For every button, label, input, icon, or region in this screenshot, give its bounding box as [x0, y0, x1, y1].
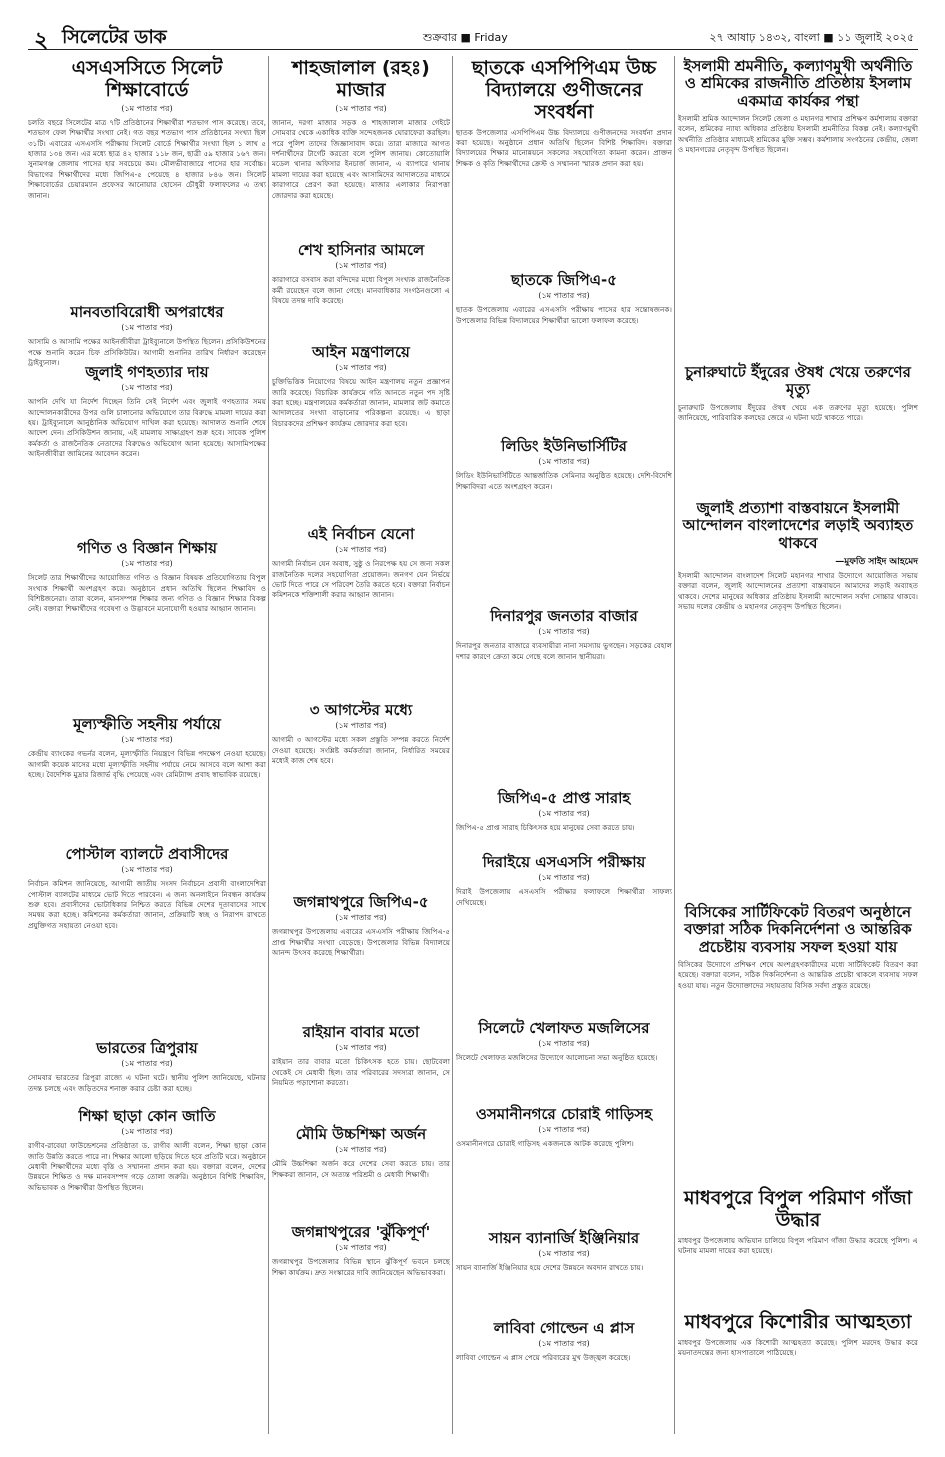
story-body: লাবিবা গোল্ডেন এ প্লাস পেয়ে পরিবারের মুখ উজ্জ্বল করেছে। [456, 1353, 631, 1363]
story-body: ইসলামী শ্রমিক আন্দোলন সিলেট জেলা ও মহানগর শাখার প্রশিক্ষণ কর্মশালায় বক্তারা বলেন, শ্রমিকের ন্যায্য অধিকার প্রতিষ্ঠায় ইসলামী শ্রমনীতির বিকল্প নেই। কল্যাণমুখী অর্থনীতি প্রতিষ্ঠার মাধ্যমেই শ্রমিকের মুক্তি সম্ভব। কর্মশালায় সংগঠনের কেন্দ্রীয়, জেলা ও মহানগরের নেতৃবৃন্দ উপস্থিত ছিলেন। [678, 113, 918, 154]
continued-label: (১ম পাতার পর) [335, 363, 387, 373]
story-body: ছাতক উপজেলায় এবারের এসএসসি পরীক্ষায় পাসের হার সন্তোষজনক। উপজেলার বিভিন্ন বিদ্যালয়ের শিক্ষার্থীরা ভালো ফলাফল করেছে। [456, 305, 672, 325]
story-body: জানান, দরগা মাজার সড়ক ও শাহজালাল মাজার গেইটে সোমবার থেকে একাধিক ব্যক্তি সন্দেহজনক ঘোরাফেরা করছিল। পরে পুলিশ তাদের জিজ্ঞাসাবাদ করে। তারা মাজারে আগত দর্শনার্থীদের টার্গেট করতো বলে পুলিশ জানায়। কোতোয়ালি মডেল থানার অফিসার ইনচার্জ জানান, এ ব্যাপারে থানায় মামলা দায়ের করা হয়েছে এবং আসামিদের আদালতের মাধ্যমে কারাগারে প্রেরণ করা হয়েছে। মাজার এলাকার নিরাপত্তা জোরদার করা হয়েছে। [272, 117, 450, 200]
continued-label: (১ম পাতার পর) [121, 865, 173, 875]
headline: মানবতাবিরোধী অপরাধের [70, 303, 224, 321]
story-ssc-sylhet [28, 58, 266, 298]
continued-label: (১ম পাতার পর) [335, 913, 387, 923]
headline: ছাতকে এসপিপিএম উচ্চ বিদ্যালয়ে গুণীজনের সংবর্ধনা [471, 57, 657, 123]
headline: এসএসসিতে সিলেট শিক্ষাবোর্ডে [71, 57, 223, 101]
story-hasina-era [272, 242, 450, 338]
story-body: মাধবপুর উপজেলায় এক কিশোরী আত্মহত্যা করেছে। পুলিশ মরদেহ উদ্ধার করে ময়নাতদন্তের জন্য হাসপাতালে পাঠিয়েছে। [678, 1337, 918, 1358]
headline: শেখ হাসিনার আমলে [297, 241, 425, 259]
headline: ইসলামী শ্রমনীতি, কল্যাণমুখী অর্থনীতি ও শ্রমিকের রাজনীতি প্রতিষ্ঠায় ইসলাম একমাত্র কার্যকর পন্থা [683, 57, 913, 110]
headline: দিনারপুর জনতার বাজার [490, 607, 638, 625]
story-body: ইসলামী আন্দোলন বাংলাদেশ সিলেট মহানগর শাখার উদ্যোগে আয়োজিত সভায় বক্তারা বলেন, জুলাই আন্দোলনের প্রত্যাশা বাস্তবায়নে আমাদের লড়াই অব্যাহত থাকবে। দেশের মানুষের অধিকার প্রতিষ্ঠায় ইসলামী আন্দোলন সর্বদা সোচ্চার থাকবে। সভায় দলের কেন্দ্রীয় ও মহানগর নেতৃবৃন্দ উপস্থিত ছিলেন। [678, 570, 918, 611]
story-derai-ssc [456, 854, 672, 1014]
story-body: বিসিকের উদ্যোগে প্রশিক্ষণ শেষে অংশগ্রহণকারীদের মধ্যে সার্টিফিকেট বিতরণ করা হয়েছে। বক্তারা বলেন, সঠিক দিকনির্দেশনা ও আন্তরিক প্রচেষ্টা থাকলে ব্যবসায় সফল হওয়া যায়। নতুন উদ্যোক্তাদের সহায়তায় বিসিক সর্বদা প্রস্তুত রয়েছে। [678, 959, 918, 990]
masthead [28, 22, 918, 53]
headline: বিসিকের সার্টিফিকেট বিতরণ অনুষ্ঠানে বক্তারা সঠিক দিকনির্দেশনা ও আন্তরিক প্রচেষ্টায় ব্যবসায় সফল হওয়া যায় [684, 903, 912, 956]
story-dinarpur-bazar [456, 608, 672, 784]
headline: দিরাইয়ে এসএসসি পরীক্ষায় [482, 853, 646, 871]
story-body: ওসমানীনগরে চোরাই গাড়িসহ একজনকে আটক করেছে পুলিশ। [456, 1139, 634, 1149]
story-chunarughat [678, 364, 918, 494]
continued-label: (১ম পাতার পর) [538, 457, 590, 467]
headline: মূল্যস্ফীতি সহনীয় পর্যায়ে [73, 715, 221, 733]
continued-label: (১ম পাতার পর) [538, 873, 590, 883]
story-body: জগন্নাথপুর উপজেলার বিভিন্ন স্থানে ঝুঁকিপূর্ণ ভবনে চলছে শিক্ষা কার্যক্রম। দ্রুত সংস্কারের দাবি জানিয়েছেন অভিভাবকরা। [272, 1257, 450, 1277]
continued-label: (১ম পাতার পর) [335, 545, 387, 555]
story-body: চুক্তিভিত্তিক নিয়োগের বিষয়ে আইন মন্ত্রণালয় নতুন প্রজ্ঞাপন জারি করেছে। বিচারিক কার্যক্রমে গতি আনতে নতুন পদ সৃষ্টি করা হচ্ছে। মন্ত্রণালয়ের কর্মকর্তারা জানান, মামলার জট কমাতে আদালতের সংখ্যা বাড়ানোর পরিকল্পনা রয়েছে। এ ছাড়া বিচারকদের প্রশিক্ষণ কার্যক্রম জোরদার করা হবে। [272, 377, 450, 428]
continued-label: (১ম পাতার পর) [121, 1127, 173, 1137]
headline: সায়ন ব্যানার্জি ইঞ্জিনিয়ার [488, 1229, 640, 1247]
story-tripura [28, 1040, 266, 1102]
story-body: জগন্নাথপুর উপজেলায় এবারের এসএসসি পরীক্ষায় জিপিএ-৫ প্রাপ্ত শিক্ষার্থীর সংখ্যা বেড়েছে। উপজেলার বিভিন্ন বিদ্যালয়ে আনন্দ উৎসব করেছে শিক্ষার্থীরা। [272, 927, 450, 958]
story-body: ছাতক উপজেলার এসপিপিএম উচ্চ বিদ্যালয়ে গুণীজনদের সংবর্ধনা প্রদান করা হয়েছে। অনুষ্ঠানে প্রধান অতিথি ছিলেন বিশিষ্ট শিক্ষাবিদ। বক্তারা বিদ্যালয়ের শিক্ষার মানোন্নয়নে সকলের সহযোগিতা কামনা করেন। প্রাক্তন শিক্ষক ও কৃতি শিক্ষার্থীদের ক্রেস্ট ও সম্মাননা স্মারক প্রদান করা হয়। [456, 127, 672, 168]
story-body: জিপিএ-৫ প্রাপ্ত সারাহ চিকিৎসক হয়ে মানুষের সেবা করতে চায়। [456, 823, 635, 833]
story-war-crimes [28, 303, 266, 368]
story-math-science [28, 540, 266, 710]
story-labiba [456, 1320, 672, 1434]
continued-label: (১ম পাতার পর) [335, 721, 387, 731]
story-body: সায়ন ব্যানার্জি ইঞ্জিনিয়ার হয়ে দেশের উন্নয়নে অবদান রাখতে চায়। [456, 1263, 644, 1273]
continued-label: (১ম পাতার পর) [538, 291, 590, 301]
story-body: কেন্দ্রীয় ব্যাংকের গভর্নর বলেন, মূল্যস্ফীতি নিয়ন্ত্রণে বিভিন্ন পদক্ষেপ নেওয়া হয়েছে। আগামী কয়েক মাসের মধ্যে মূল্যস্ফীতি সহনীয় পর্যায়ে নেমে আসবে বলে আশা করা হচ্ছে। বৈদেশিক মুদ্রার রিজার্ভ বৃদ্ধি পেয়েছে এবং রেমিট্যান্স প্রবাহ স্বাভাবিক রয়েছে। [28, 749, 266, 780]
story-body: দিরাই উপজেলায় এসএসসি পরীক্ষার ফলাফলে শিক্ষার্থীরা সাফল্য দেখিয়েছে। [456, 887, 672, 907]
headline: মাধবপুরে বিপুল পরিমাণ গাঁজা উদ্ধার [684, 1187, 912, 1231]
headline: রাইয়ান বাবার মতো [302, 1023, 420, 1041]
story-body: আগামী নির্বাচন যেন অবাধ, সুষ্ঠু ও নিরপেক্ষ হয় সে জন্য সকল রাজনৈতিক দলের সহযোগিতা প্রয়োজন। জনগণ যেন নির্ভয়ে ভোট দিতে পারে সে পরিবেশ তৈরি করতে হবে। বক্তারা নির্বাচন কমিশনকে শক্তিশালী করার আহ্বান জানান। [272, 559, 450, 600]
story-body: লিডিং ইউনিভার্সিটিতে আন্তর্জাতিক সেমিনার অনুষ্ঠিত হয়েছে। দেশি-বিদেশি শিক্ষাবিদরা এতে অংশগ্রহণ করেন। [456, 471, 672, 491]
story-body: দিনারপুর জনতার বাজারে ব্যবসায়ীরা নানা সমস্যায় ভুগছেন। সড়কের বেহাল দশার কারণে ক্রেতা কমে গেছে বলে জানান স্থানীয়রা। [456, 641, 672, 661]
story-body: রাইয়ান তার বাবার মতো চিকিৎসক হতে চায়। ছোটবেলা থেকেই সে মেধাবী ছিল। তার পরিবারের সদস্যরা জানান, সে নিয়মিত পড়াশোনা করতো। [272, 1057, 450, 1088]
headline: জগন্নাথপুরে জিপিএ-৫ [293, 893, 429, 911]
day-label: শুক্রবার ■ Friday [423, 31, 508, 44]
story-body: রাগীব-রাবেয়া ফাউন্ডেশনের প্রতিষ্ঠাতা ড. রাগীব আলী বলেন, শিক্ষা ছাড়া কোন জাতি উন্নতি করতে পারে না। শিক্ষার আলো ছড়িয়ে দিতে হবে প্রতিটি ঘরে। অনুষ্ঠানে মেধাবী শিক্ষার্থীদের মধ্যে বৃত্তি ও সম্মাননা প্রদান করা হয়। বক্তারা বলেন, দেশের উন্নয়নে শিক্ষিত ও দক্ষ মানবসম্পদ গড়ে তোলা জরুরি। অনুষ্ঠানে বিশিষ্ট শিক্ষাবিদ, অভিভাবক ও শিক্ষার্থীরা উপস্থিত ছিলেন। [28, 1141, 266, 1192]
story-sarah-gpa [456, 790, 672, 848]
story-jagannathpur-risky [272, 1224, 450, 1434]
story-body: সিলেট তার শিক্ষার্থীদের আয়োজিত গণিত ও বিজ্ঞান বিষয়ক প্রতিযোগিতায় বিপুল সংখ্যক শিক্ষার্থী অংশগ্রহণ করে। অনুষ্ঠানে প্রধান অতিথি ছিলেন শিক্ষাবিদ ও বিশিষ্টজনেরা। তারা বলেন, মানসম্পন্ন শিক্ষার জন্য গণিত ও বিজ্ঞান শিক্ষার বিকল্প নেই। বক্তারা শিক্ষার্থীদের গবেষণা ও উদ্ভাবনে মনোযোগী হওয়ার আহ্বান জানান। [28, 573, 266, 614]
continued-label: (১ম পাতার পর) [538, 1339, 590, 1349]
continued-label: (১ম পাতার পর) [335, 1043, 387, 1053]
story-law-ministry [272, 344, 450, 520]
headline: পোস্টাল ব্যালটে প্রবাসীদের [65, 845, 229, 863]
continued-label: (১ম পাতার পর) [538, 809, 590, 819]
story-body: আগামী ৩ আগস্টের মধ্যে সকল প্রস্তুতি সম্পন্ন করতে নির্দেশ দেওয়া হয়েছে। সংশ্লিষ্ট কর্মকর্তারা জানান, নির্ধারিত সময়ের মধ্যেই কাজ শেষ হবে। [272, 735, 450, 766]
continued-label: (১ম পাতার পর) [121, 323, 173, 333]
newspaper-logo: সিলেটের ডাক [62, 26, 167, 48]
headline: চুনারুঘাটে ইঁদুরের ঔষধ খেয়ে তরুণের মৃত্যু [685, 363, 911, 399]
story-body: আপনি দেখি যা নির্দেশ দিচ্ছেন তিনি সেই নির্দেশ এবং জুলাই গণহত্যার সময় আন্দোলনকারীদের উপর গুলি চালানোর অভিযোগে তার বিরুদ্ধে মামলা দায়ের করা হয়। ট্রাইব্যুনালে আনুষ্ঠানিক অভিযোগ দাখিল করা হয়েছে। আদালত শুনানি শেষে আদেশ দেন। প্রসিকিউশন জানায়, এই মামলায় সাক্ষ্যগ্রহণ শুরু হবে। সাবেক পুলিশ কর্মকর্তা ও রাজনৈতিক নেতাদের বিরুদ্ধেও অভিযোগ আনা হয়েছে। আসামিপক্ষের আইনজীবীরা জামিনের আবেদন করেন। [28, 397, 266, 459]
continued-label: (১ম পাতার পর) [121, 383, 173, 393]
story-body: নির্বাচন কমিশন জানিয়েছে, আগামী জাতীয় সংসদ নির্বাচনে প্রবাসী বাংলাদেশিরা পোস্টাল ব্যালটের মাধ্যমে ভোট দিতে পারবেন। এ জন্য অনলাইনে নিবন্ধন কার্যক্রম শুরু হবে। প্রবাসীদের ভোটাধিকার নিশ্চিত করতে বিভিন্ন দেশের দূতাবাসের সাথে সমন্বয় করা হচ্ছে। কমিশনের কর্মকর্তারা জানান, প্রক্রিয়াটি স্বচ্ছ ও নিরাপদ রাখতে প্রযুক্তিগত সহায়তা নেওয়া হবে। [28, 879, 266, 930]
headline: শাহজালাল (রহঃ) মাজার [292, 57, 430, 101]
headline: লাবিবা গোল্ডেন এ প্লাস [493, 1319, 635, 1337]
byline: —মুফতি সাইদ আহমেদ [835, 556, 918, 567]
story-islami-andolon [678, 500, 918, 898]
headline: জিপিএ-৫ প্রাপ্ত সারাহ [497, 789, 631, 807]
story-chhatak-gpa [456, 272, 672, 432]
column-rule [674, 56, 675, 1434]
story-raiyan [272, 1024, 450, 1120]
story-postal-ballot [28, 846, 266, 1034]
column-rule [452, 56, 453, 1434]
headline: লিডিং ইউনিভার্সিটির [501, 437, 627, 455]
story-body: মৌমি উচ্চশিক্ষা অর্জন করে দেশের সেবা করতে চায়। তার শিক্ষকরা জানান, সে অত্যন্ত পরিশ্রমী ও মেধাবী শিক্ষার্থী। [272, 1159, 450, 1179]
story-body: চলতি বছরে সিলেটের মাত্র ৭টি প্রতিষ্ঠানের শিক্ষার্থীরা শতভাগ পাস করেছে। তবে, শতভাগ ফেল শিক্ষার্থীর সংখ্যা নেই। গত বছর শতভাগ পাস প্রতিষ্ঠানের সংখ্যা ছিল ৩১টি। এবারের এসএসসি পরীক্ষায় সিলেট বোর্ডে শিক্ষার্থীর সংখ্যা ছিল ১ লাখ ৫ হাজার ১৩৪ জন। এর মধ্যে ছাত্র ৪২ হাজার ১১৮ জন, ছাত্রী ৫৯ হাজার ১৬৭ জন। সুনামগঞ্জ জেলায় পাসের হার সবচেয়ে কম। মৌলভীবাজারে পাসের হার সর্বোচ্চ। বিভাগের শিক্ষার্থীদের মধ্যে জিপিএ-৫ পেয়েছে ৪ হাজার ৮৪৬ জন। সিলেট শিক্ষাবোর্ডের চেয়ারম্যান প্রফেসর আনোয়ার হোসেন চৌধুরী ফলাফলের এ তথ্য জানান। [28, 117, 266, 200]
story-election [272, 526, 450, 696]
headline: আইন মন্ত্রণালয়ে [312, 343, 410, 361]
headline: মৌমি উচ্চশিক্ষা অর্জন [295, 1125, 427, 1143]
continued-label: (১ম পাতার পর) [121, 735, 173, 745]
story-sayan [456, 1230, 672, 1314]
continued-label: (১ম পাতার পর) [335, 261, 387, 271]
continued-label: (১ম পাতার পর) [335, 1145, 387, 1155]
story-july-massacre [28, 364, 266, 534]
story-leading-university [456, 438, 672, 602]
story-khelafat [456, 1020, 672, 1100]
headline: ৩ আগস্টের মধ্যে [309, 701, 413, 719]
continued-label: (১ম পাতার পর) [121, 103, 173, 113]
story-shahjalal-mazar [272, 58, 450, 236]
continued-label: (১ম পাতার পর) [335, 1243, 387, 1253]
story-islamic-labour [678, 58, 918, 358]
headline: জুলাই প্রত্যাশা বাস্তবায়নে ইসলামী আন্দোলন বাংলাদেশের লড়াই অব্যাহত থাকবে [682, 499, 914, 552]
story-body: মাধবপুর উপজেলায় অভিযান চালিয়ে বিপুল পরিমাণ গাঁজা উদ্ধার করেছে পুলিশ। এ ঘটনায় মামলা দায়ের করা হয়েছে। [678, 1235, 918, 1256]
story-body: আসামি ও আসামি পক্ষের আইনজীবীরা ট্রাইব্যুনালে উপস্থিত ছিলেন। প্রসিকিউশনের পক্ষে শুনানি করেন চিফ প্রসিকিউটর। আগামী শুনানির তারিখ নির্ধারণ করেছেন ট্রাইব্যুনাল। [28, 337, 266, 368]
headline: গণিত ও বিজ্ঞান শিক্ষায় [77, 539, 217, 557]
story-osmaninagar [456, 1106, 672, 1224]
story-chhatak-school [456, 58, 672, 266]
headline: ওসমানীনগরে চোরাই গাড়িসহ [475, 1105, 653, 1123]
headline: জগন্নাথপুরের 'ঝুঁকিপূর্ণ' [291, 1223, 431, 1241]
story-body: কারাগারে বসবাস করা বন্দিদের মধ্যে বিপুল সংখ্যক রাজনৈতিক কর্মী রয়েছেন বলে জানা গেছে। মানবাধিকার সংগঠনগুলো এ বিষয়ে তদন্ত দাবি করেছে। [272, 275, 450, 306]
story-body: সোমবার ভারতের ত্রিপুরা রাজ্যে এ ঘটনা ঘটে। স্থানীয় পুলিশ জানিয়েছে, ঘটনার তদন্ত চলছে এবং জড়িতদের শনাক্ত করার চেষ্টা করা হচ্ছে। [28, 1073, 266, 1093]
story-august-3 [272, 702, 450, 888]
continued-label: (১ম পাতার পর) [538, 1039, 590, 1049]
headline: সিলেটে খেলাফত মজলিসের [478, 1019, 650, 1037]
story-moumi [272, 1126, 450, 1218]
headline: মাধবপুরে কিশোরীর আত্মহত্যা [684, 1311, 912, 1333]
headline: এই নির্বাচন যেনো [307, 525, 415, 543]
headline: ছাতকে জিপিএ-৫ [511, 271, 617, 289]
headline: জুলাই গণহত্যার দায় [85, 363, 209, 381]
continued-label: (১ম পাতার পর) [538, 1125, 590, 1135]
headline: ভারতের ত্রিপুরায় [96, 1039, 198, 1057]
continued-label: (১ম পাতার পর) [121, 1059, 173, 1069]
story-bscic [678, 904, 918, 1182]
story-education-nation [28, 1108, 266, 1434]
continued-label: (১ম পাতার পর) [121, 559, 173, 569]
story-inflation [28, 716, 266, 840]
story-jagannathpur-gpa [272, 894, 450, 1018]
continued-label: (১ম পাতার পর) [335, 103, 387, 113]
story-body: সিলেটে খেলাফত মজলিসের উদ্যোগে আলোচনা সভা অনুষ্ঠিত হয়েছে। [456, 1053, 658, 1063]
continued-label: (১ম পাতার পর) [538, 1249, 590, 1259]
column-rule [268, 56, 269, 1434]
story-madhabpur-suicide [678, 1312, 918, 1434]
continued-label: (১ম পাতার পর) [538, 627, 590, 637]
page-number: ২ [34, 28, 49, 53]
headline: শিক্ষা ছাড়া কোন জাতি [78, 1107, 216, 1125]
story-madhabpur-ganja [678, 1188, 918, 1306]
story-body: চুনারুঘাট উপজেলায় ইঁদুরের ঔষধ খেয়ে এক তরুণের মৃত্যু হয়েছে। পুলিশ জানিয়েছে, পারিবারিক কলহের জেরে এ ঘটনা ঘটে থাকতে পারে। [678, 402, 918, 422]
date-label: ২৭ আষাঢ় ১৪৩২, বাংলা ■ ১১ জুলাই ২০২৫ [709, 31, 914, 44]
